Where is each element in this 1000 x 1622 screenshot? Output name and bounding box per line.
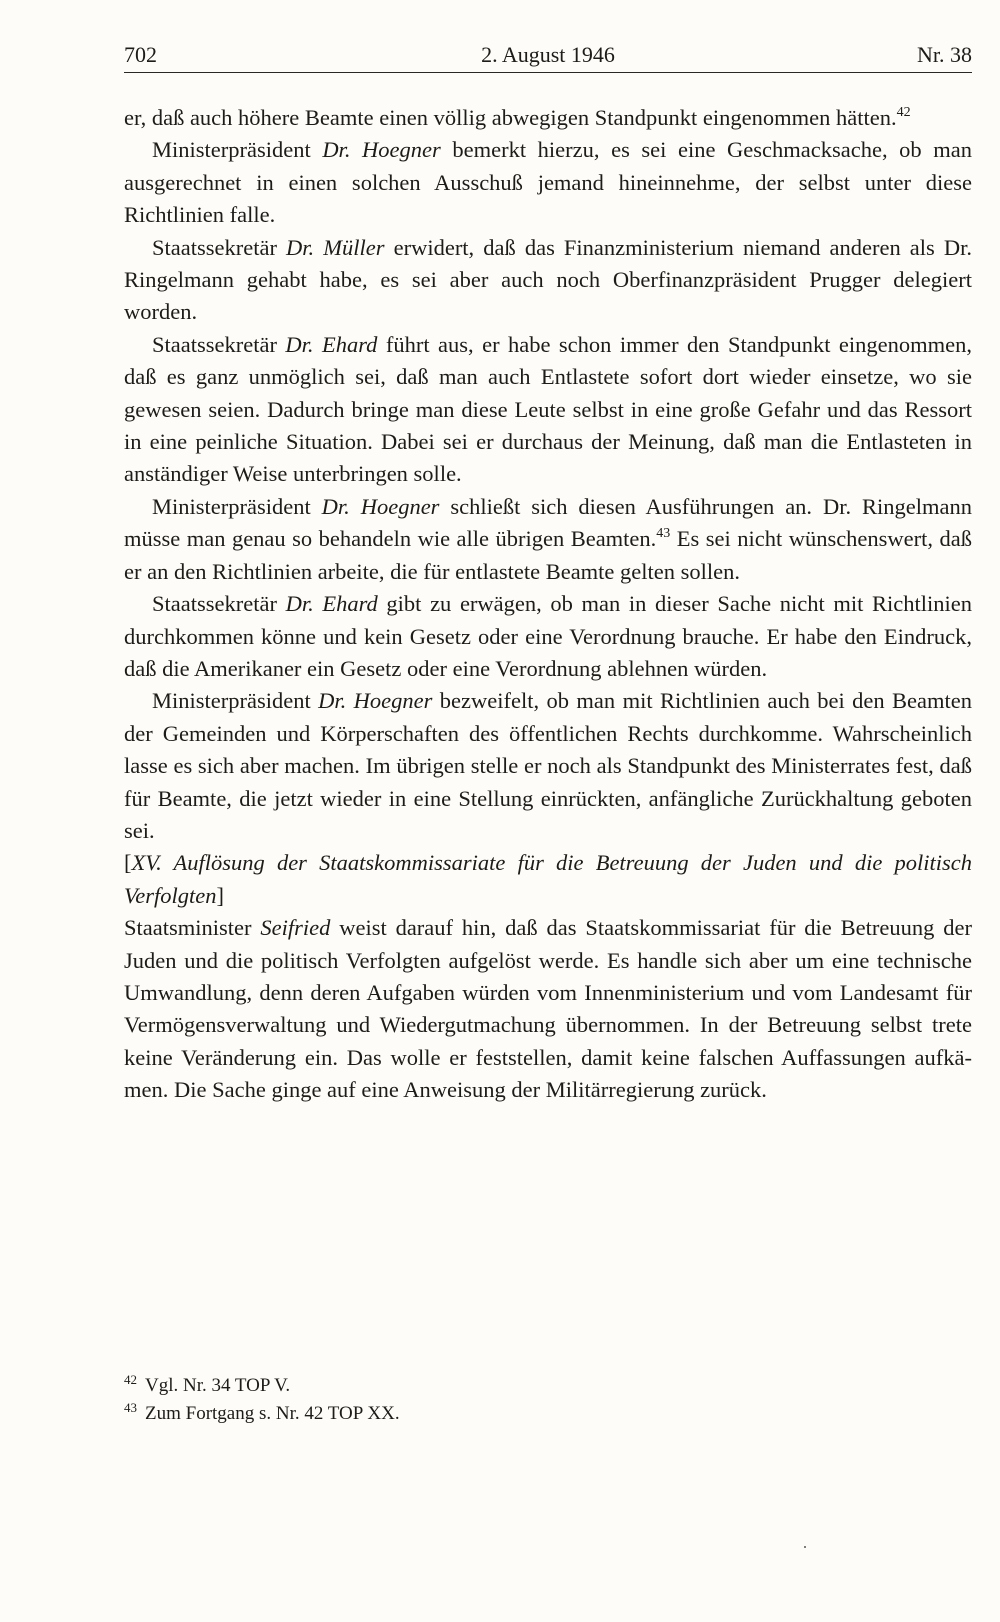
section-heading: [XV. Auflösung der Staatskommissariate für die Betreuung der Juden und die politisch Verfolgten]	[124, 850, 972, 908]
speaker-title: Dr.	[285, 591, 314, 617]
speaker-name: Hoegner	[353, 688, 433, 714]
speaker-name: Ehard	[321, 331, 378, 357]
paragraph-8: Staatsminister Seifried weist darauf hin, daß das Staatskommissariat für die Betreuung der Juden und die politisch Verfolgten aufgelöst werde. Es handle sich aber um eine technische Umwandlung, denn deren Aufgaben würden vom Innenministerium und vom Landesamt für Vermögensverwaltung und Wiedergutmachung übernommen. In der Betreuung selbst trete keine Veränderung ein. Das wolle er feststellen, damit keine falschen Auffassungen aufkämen. Die Sache ginge auf eine Anweisung der Militärregierung zurück.	[124, 915, 972, 1103]
page-number: 702	[124, 42, 157, 67]
paragraph-4: Staatssekretär Dr. Ehard führt aus, er habe schon immer den Standpunkt eingenommen, daß es ganz unmöglich sei, daß man auch Entlastete sofort dort wieder einsetze, wo sie gewesen seien. Dadurch bringe man diese Leute selbst in eine große Gefahr und das Ressort in eine peinliche Situation. Dabei sei er durchaus der Meinung, daß man die Entlasteten in anständiger Weise unterbringen solle.	[124, 331, 972, 487]
footnote: $^{43}$ Zum Fortgang s. Nr. 42 TOP XX.	[124, 1400, 400, 1424]
speaker-name: Hoegner	[362, 137, 441, 163]
paragraph-3: Staatssekretär Dr. Müller erwidert, daß das Finanzministerium niemand anderen als Dr. Ringelmann gehabt habe, es sei aber auch noch Oberfinanzpräsident Prugger delegiert worden.	[124, 234, 973, 325]
speaker-name: Seifried	[260, 915, 331, 941]
speaker-title: Dr.	[285, 331, 314, 357]
footnotes	[124, 1372, 972, 1428]
main-text	[124, 102, 972, 1107]
speaker-title: Dr.	[322, 137, 351, 163]
footnote-ref-43: 43	[656, 526, 671, 542]
footnote-ref-42: 42	[896, 105, 911, 120]
speaker-name: Müller	[323, 234, 385, 260]
issue-number: Nr. 38	[917, 42, 972, 67]
speaker-name: Ehard	[322, 591, 378, 617]
paragraph-6: Staatssekretär Dr. Ehard gibt zu erwägen, ob man in dieser Sache nicht mit Richtlinien durchkommen könne und kein Gesetz oder eine Verordnung brauche. Er habe den Eindruck, daß die Amerikaner ein Gesetz oder eine Verordnung ablehnen würden.	[124, 591, 973, 681]
speaker-title: Dr.	[318, 688, 347, 714]
print-speck	[804, 1546, 806, 1548]
speaker-title: Dr.	[321, 493, 350, 519]
speaker-name: Hoegner	[360, 493, 440, 519]
footnote: $^{42}$ Vgl. Nr. 34 TOP V.	[124, 1372, 291, 1396]
paragraph-7: Ministerpräsident Dr. Hoegner bezweifelt, ob man mit Richtlinien auch bei den Beamten der Gemeinden und Körperschaften des öffentlichen Rechts durchkomme. Wahrscheinlich lasse es sich aber machen. Im übrigen stelle er noch als Standpunkt des Ministerrates fest, daß für Beamte, die jetzt wieder in eine Stellung einrückten, anfängliche Zurückhaltung geboten sei.	[124, 688, 972, 843]
header-date: 2. August 1946	[481, 42, 615, 67]
paragraph-5: Ministerpräsident Dr. Hoegner schließt sich diesen Ausführungen an. Dr. Ringelmann müsse man genau so behandeln wie alle übrigen Beamten.$^{43}$ Es sei nicht wünschenswert, daß er an den Richtlinien arbeite, die für entlastete Beamte gelten sollen.	[124, 493, 972, 584]
paragraph-1: er, daß auch höhere Beamte einen völlig abwegigen Standpunkt eingenommen hätten.$^{42}$	[124, 105, 911, 130]
speaker-title: Dr.	[286, 234, 315, 260]
running-header	[124, 36, 972, 73]
paragraph-2: Ministerpräsident Dr. Hoegner bemerkt hierzu, es sei eine Geschmacksache, ob man ausgerechnet in einen solchen Ausschuß jemand hineinnehme, der selbst unter diese Richtlinien falle.	[124, 137, 972, 228]
